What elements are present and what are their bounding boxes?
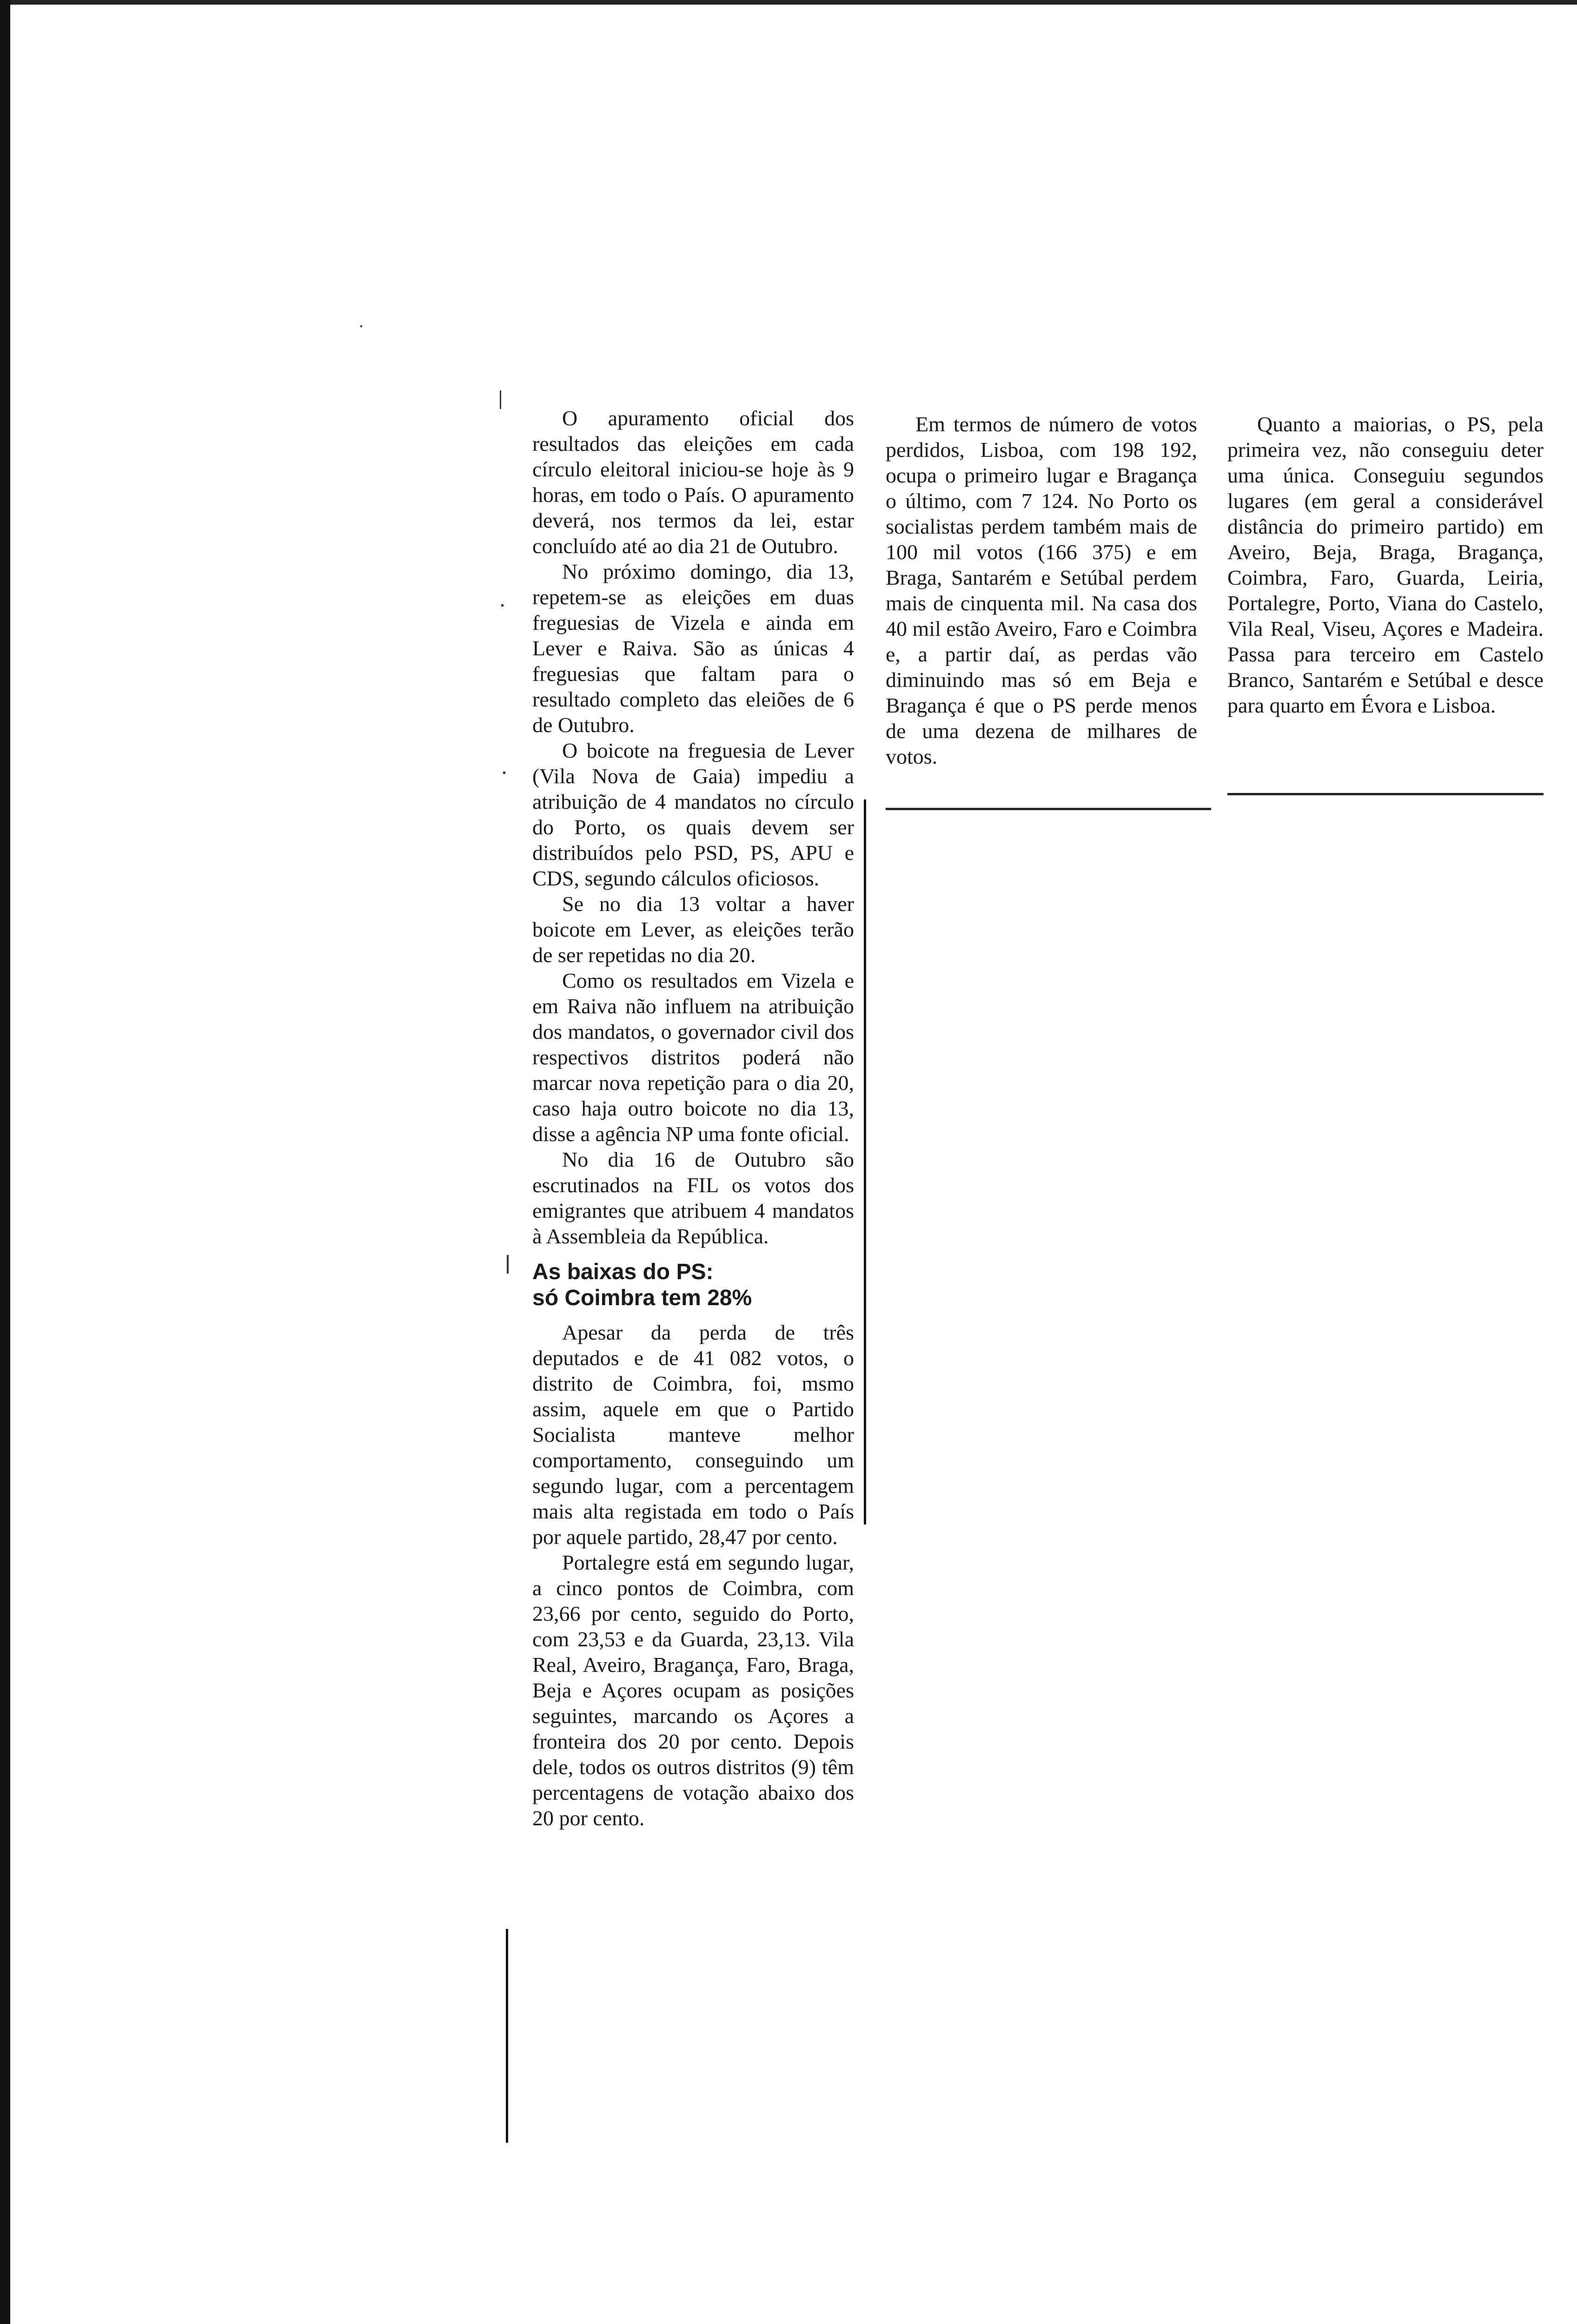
paragraph: No dia 16 de Outubro são escrutinados na FIL os votos dos emigrantes que atribuem 4 mandatos à Assembleia da República. xyxy=(532,1148,854,1248)
subheading-line-2: só Coimbra tem 28% xyxy=(532,1286,752,1310)
subheading xyxy=(532,1259,854,1311)
scan-mark xyxy=(501,604,504,607)
paragraph: Apesar da perda de três deputados e de 41 082 votos, o distrito de Coimbra, foi, msmo assim, aquele em que o Partido Socialista manteve melhor comportamento, conseguindo um segundo lugar, com a percentagem mais alta registada em todo o País por aquele partido, 28,47 por cento. xyxy=(532,1320,854,1549)
paragraph: O apuramento oficial dos resultados das eleições em cada círculo eleitoral iniciou-se hoje às 9 horas, em todo o País. O apuramento deverá, nos termos da lei, estar concluído até ao dia 21 de Outubro. xyxy=(532,406,854,558)
scan-mark xyxy=(500,390,501,409)
article-column-1 xyxy=(532,405,854,1831)
article-column-2 xyxy=(886,411,1197,769)
scan-mark xyxy=(503,772,505,774)
scan-mark xyxy=(507,1255,509,1274)
paragraph: Em termos de número de votos perdidos, Lisboa, com 198 192, ocupa o primeiro lugar e Bragança o último, com 7 124. No Porto os socialistas perdem também mais de 100 mil votos (166 375) e em Braga, Santarém e Setúbal perdem mais de cinquenta mil. Na casa dos 40 mil estão Aveiro, Faro e Coimbra e, a partir daí, as perdas vão diminuindo mas só em Beja e Bragança é que o PS perde menos de uma dezena de milhares de votos. xyxy=(886,412,1197,768)
column-rule xyxy=(864,799,866,1525)
paragraph: No próximo domingo, dia 13, repetem-se as eleições em duas freguesias de Vizela e ainda em Lever e Raiva. São as únicas 4 freguesias que faltam para o resultado completo das eleiões de 6 de Outubro. xyxy=(532,560,854,737)
paragraph: Quanto a maiorias, o PS, pela primeira vez, não conseguiu deter uma única. Conseguiu segundos lugares (em geral a considerável distância do primeiro partido) em Aveiro, Beja, Braga, Bragança, Coimbra, Faro, Guarda, Leiria, Portalegre, Porto, Viana do Castelo, Vila Real, Viseu, Açores e Madeira. Passa para terceiro em Castelo Branco, Santarém e Setúbal e desce para quarto em Évora e Lisboa. xyxy=(1227,412,1544,717)
scan-mark xyxy=(360,325,362,327)
article-column-3 xyxy=(1227,411,1544,718)
paragraph: Como os resultados em Vizela e em Raiva não influem na atribuição dos mandatos, o governador civil dos respectivos distritos poderá não marcar nova repetição para o dia 20, caso haja outro boicote no dia 13, disse a agência NP uma fonte oficial. xyxy=(532,969,854,1146)
column-end-rule xyxy=(886,808,1211,810)
paragraph: O boicote na freguesia de Lever (Vila Nova de Gaia) impediu a atribuição de 4 mandatos no círculo do Porto, os quais devem ser distribuídos pelo PSD, PS, APU e CDS, segundo cálculos oficiosos. xyxy=(532,739,854,890)
paragraph: Portalegre está em segundo lugar, a cinco pontos de Coimbra, com 23,66 por cento, seguido do Porto, com 23,53 e da Guarda, 23,13. Vila Real, Aveiro, Bragança, Faro, Braga, Beja e Açores ocupam as posições seguintes, marcando os Açores a fronteira dos 20 por cento. Depois dele, todos os outros distritos (9) têm percentagens de votação abaixo dos 20 por cento. xyxy=(532,1551,854,1830)
column-end-rule xyxy=(1227,793,1544,795)
subheading-line-1: As baixas do PS: xyxy=(532,1260,714,1284)
scan-edge-left xyxy=(0,0,10,2324)
column-rule xyxy=(506,1929,508,2143)
scan-edge-top xyxy=(0,0,1577,5)
paragraph: Se no dia 13 voltar a haver boicote em Lever, as eleições terão de ser repetidas no dia 20. xyxy=(532,892,854,967)
